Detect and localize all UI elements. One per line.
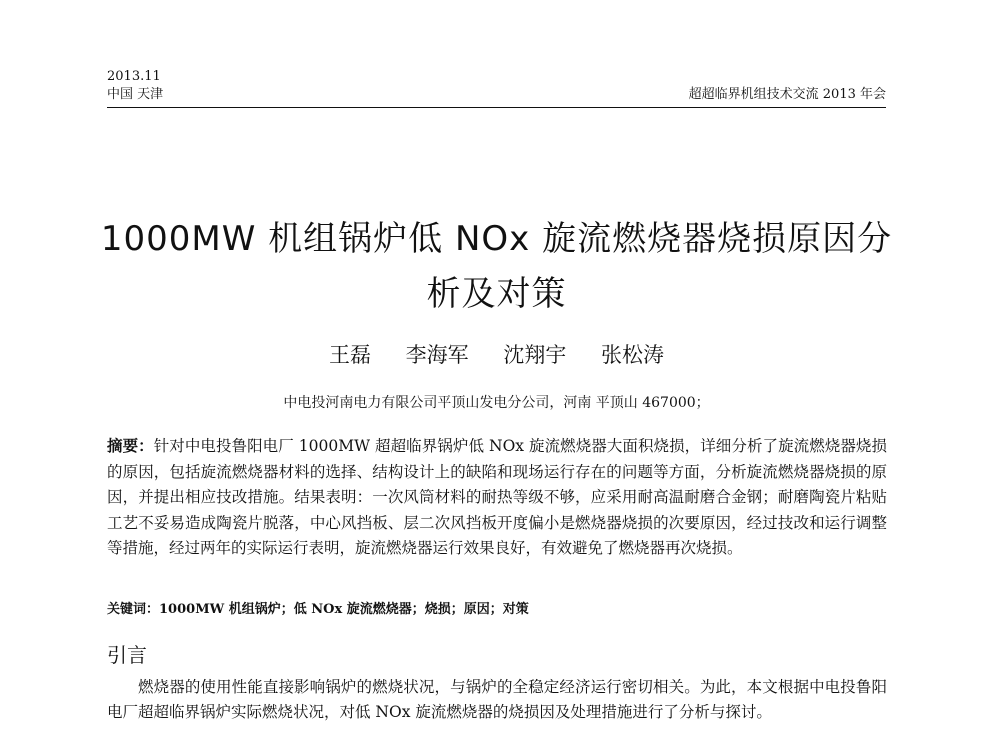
author-name: 王磊: [328, 343, 371, 367]
header-conference: 超超临界机组技术交流 2013 年会: [688, 87, 886, 102]
keywords-label: 关键词：: [107, 602, 160, 617]
author-name: 张松涛: [601, 343, 665, 367]
keywords-text: 1000MW 机组锅炉；低 NOx 旋流燃烧器；烧损；原因；对策: [159, 602, 529, 617]
section-heading: 引言: [107, 643, 147, 667]
header-divider: [107, 107, 886, 108]
author-name: 沈翔宇: [503, 343, 567, 367]
page-header-left: [107, 68, 163, 104]
header-location: 中国 天津: [107, 87, 164, 102]
keywords: [107, 600, 887, 620]
paper-title: 1000MW 机组锅炉低 NOx 旋流燃烧器烧损原因分析及对策: [100, 219, 893, 314]
intro-paragraph: 燃烧器的使用性能直接影响锅炉的燃烧状况，与锅炉的全稳定经济运行密切相关。为此，本文根据中电投鲁阳电厂超超临界锅炉实际燃烧状况，对低 NOx 旋流燃烧器的烧损因及处理措施进行了分析与探讨。: [107, 678, 887, 721]
affiliation: 中电投河南电力有限公司平顶山发电分公司，河南 平顶山 467000；: [283, 395, 710, 411]
abstract: [107, 433, 887, 562]
abstract-label: 摘要：: [107, 436, 154, 455]
abstract-text: 针对中电投鲁阳电厂 1000MW 超超临界锅炉低 NOx 旋流燃烧器大面积烧损，详细分析了旋流燃烧器烧损的原因，包括旋流燃烧器材料的选择、结构设计上的缺陷和现场运行存在的问题等方面，分析旋流燃烧器烧损的原因，并提出相应技改措施。结果表明：一次风筒材料的耐热等级不够，应采用耐高温耐磨合金钢；耐磨陶瓷片粘贴工艺不妥易造成陶瓷片脱落，中心风挡板、层二次风挡板开度偏小是燃烧器烧损的次要原因，经过技改和运行调整等措施，经过两年的实际运行表明，旋流燃烧器运行效果良好，有效避免了燃烧器再次烧损。: [107, 437, 887, 557]
author-list: [100, 340, 893, 370]
header-date: 2013.11: [107, 69, 161, 84]
author-name: 李海军: [405, 343, 469, 367]
